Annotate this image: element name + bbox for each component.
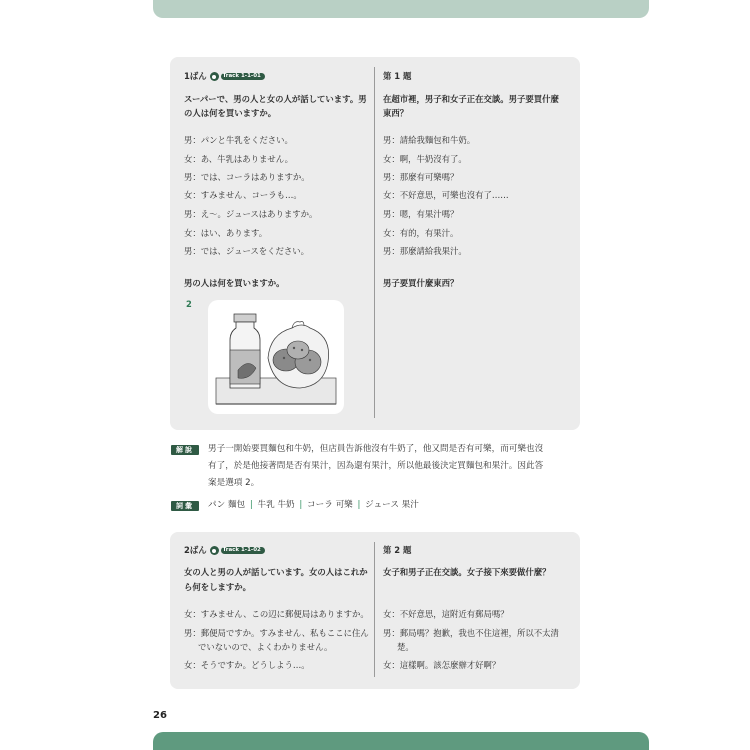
problem-1-header <box>184 71 265 82</box>
problem-1-prompt-zh-line2: 東西？ <box>383 108 409 118</box>
explanation-line: 案是選項 2。 <box>208 478 260 488</box>
problem-2-prompt-line2: ら何をしますか。 <box>184 582 251 592</box>
vocab-zh: 牛奶 <box>277 500 295 510</box>
bottom-decorative-bar <box>153 732 649 750</box>
zh-dialogue-line: 女：這樣啊。該怎麼辦才好啊？ <box>383 660 501 670</box>
zh-dialogue-line: 男：郵局嗎？抱歉，我也不住這裡，所以不太清 <box>383 628 559 638</box>
problem-1-card <box>170 57 580 430</box>
zh-dialogue-line: 女：啊，牛奶沒有了。 <box>383 154 467 164</box>
jp-dialogue-line: 女：はい、あります。 <box>184 228 268 238</box>
answer-illustration <box>208 300 344 414</box>
zh-dialogue-line: 男：那麼請給我果汁。 <box>383 246 467 256</box>
zh-dialogue-line: 楚。 <box>397 642 414 652</box>
problem-2-prompt-line1: 女の人と男の人が話しています。女の人はこれか <box>184 567 368 577</box>
page-number: 26 <box>153 710 167 721</box>
problem-1-question-jp: 男の人は何を買いますか。 <box>184 278 285 288</box>
problem-1-prompt-line1: スーパーで、男の人と女の人が話しています。男 <box>184 94 367 104</box>
vocab-separator: | <box>299 500 303 510</box>
zh-dialogue-line: 女：不好意思，可樂也沒有了…… <box>383 190 509 200</box>
problem-1-question-zh: 男子要買什麼東西？ <box>383 278 459 288</box>
vocab-jp: パン <box>208 500 226 510</box>
problem-1-prompt-line2: の人は何を買いますか。 <box>184 108 277 118</box>
top-decorative-bar <box>153 0 649 18</box>
problem-2-heading-zh: 第 2 題 <box>383 545 412 555</box>
jp-dialogue-line: 女：すみません、コーラも…。 <box>184 190 302 200</box>
problem-1-number: 1ばん <box>184 71 207 81</box>
problem-2-prompt-zh: 女子和男子正在交談。女子接下來要做什麼？ <box>383 567 551 577</box>
vocabulary-list <box>208 499 419 511</box>
problem-1-heading-zh: 第 1 題 <box>383 71 412 81</box>
problem-2-card <box>170 532 580 689</box>
jp-dialogue-line: 男：え～。ジュースはありますか。 <box>184 209 318 219</box>
problem-1-track-label: Track 1-1-01 <box>221 73 265 80</box>
column-divider <box>374 542 375 677</box>
zh-dialogue-line: 男：請給我麵包和牛奶。 <box>383 135 476 145</box>
vocab-zh: 果汁 <box>401 500 419 510</box>
jp-dialogue-line: 女：あ、牛乳はありません。 <box>184 154 294 164</box>
vocabulary-tag: 詞彙 <box>171 501 199 511</box>
jp-dialogue-line: 男：郵便局ですか。すみません、私もここに住ん <box>184 628 369 638</box>
jp-dialogue-line: 男：パンと牛乳をください。 <box>184 135 293 145</box>
jp-dialogue-line: 男：では、コーラはありますか。 <box>184 172 310 182</box>
vocab-separator: | <box>249 500 253 510</box>
problem-2-number: 2ばん <box>184 545 207 555</box>
explanation-line: 有了，於是他接著問是否有果汁，因為還有果汁，所以他最後決定買麵包和果汁。因此答 <box>208 461 544 471</box>
problem-2-track-label: Track 1-1-02 <box>221 547 265 554</box>
audio-track-icon <box>210 546 219 555</box>
juice-and-bread-illustration <box>208 300 344 414</box>
vocab-zh: 可樂 <box>335 500 353 510</box>
jp-dialogue-line: 女：すみません、この辺に郵便局はありますか。 <box>184 609 369 619</box>
problem-2-header <box>184 545 265 556</box>
explanation-line: 男子一開始要買麵包和牛奶，但店員告訴他沒有牛奶了，他又問是否有可樂，而可樂也沒 <box>208 444 544 454</box>
zh-dialogue-line: 女：不好意思，這附近有郵局嗎？ <box>383 609 509 619</box>
vocab-jp: ジュース <box>365 500 399 510</box>
zh-dialogue-line: 女：有的，有果汁。 <box>383 228 459 238</box>
audio-track-icon <box>210 72 219 81</box>
vocab-jp: 牛乳 <box>257 500 275 510</box>
jp-dialogue-line: 女：そうですか。どうしよう…。 <box>184 660 310 670</box>
column-divider <box>374 67 375 418</box>
jp-dialogue-line: 男：では、ジュースをください。 <box>184 246 310 256</box>
vocab-jp: コーラ <box>307 500 333 510</box>
vocab-zh: 麵包 <box>227 500 246 510</box>
zh-dialogue-line: 男：嗯，有果汁嗎？ <box>383 209 459 219</box>
zh-dialogue-line: 男：那麼有可樂嗎？ <box>383 172 459 182</box>
problem-1-prompt-zh-line1: 在超市裡，男子和女子正在交談。男子要買什麼 <box>383 94 559 104</box>
jp-dialogue-line: でいないので、よくわかりません。 <box>198 642 333 652</box>
problem-1-answer-number: 2 <box>186 299 192 309</box>
explanation-tag: 解說 <box>171 445 199 455</box>
vocab-separator: | <box>357 500 361 510</box>
